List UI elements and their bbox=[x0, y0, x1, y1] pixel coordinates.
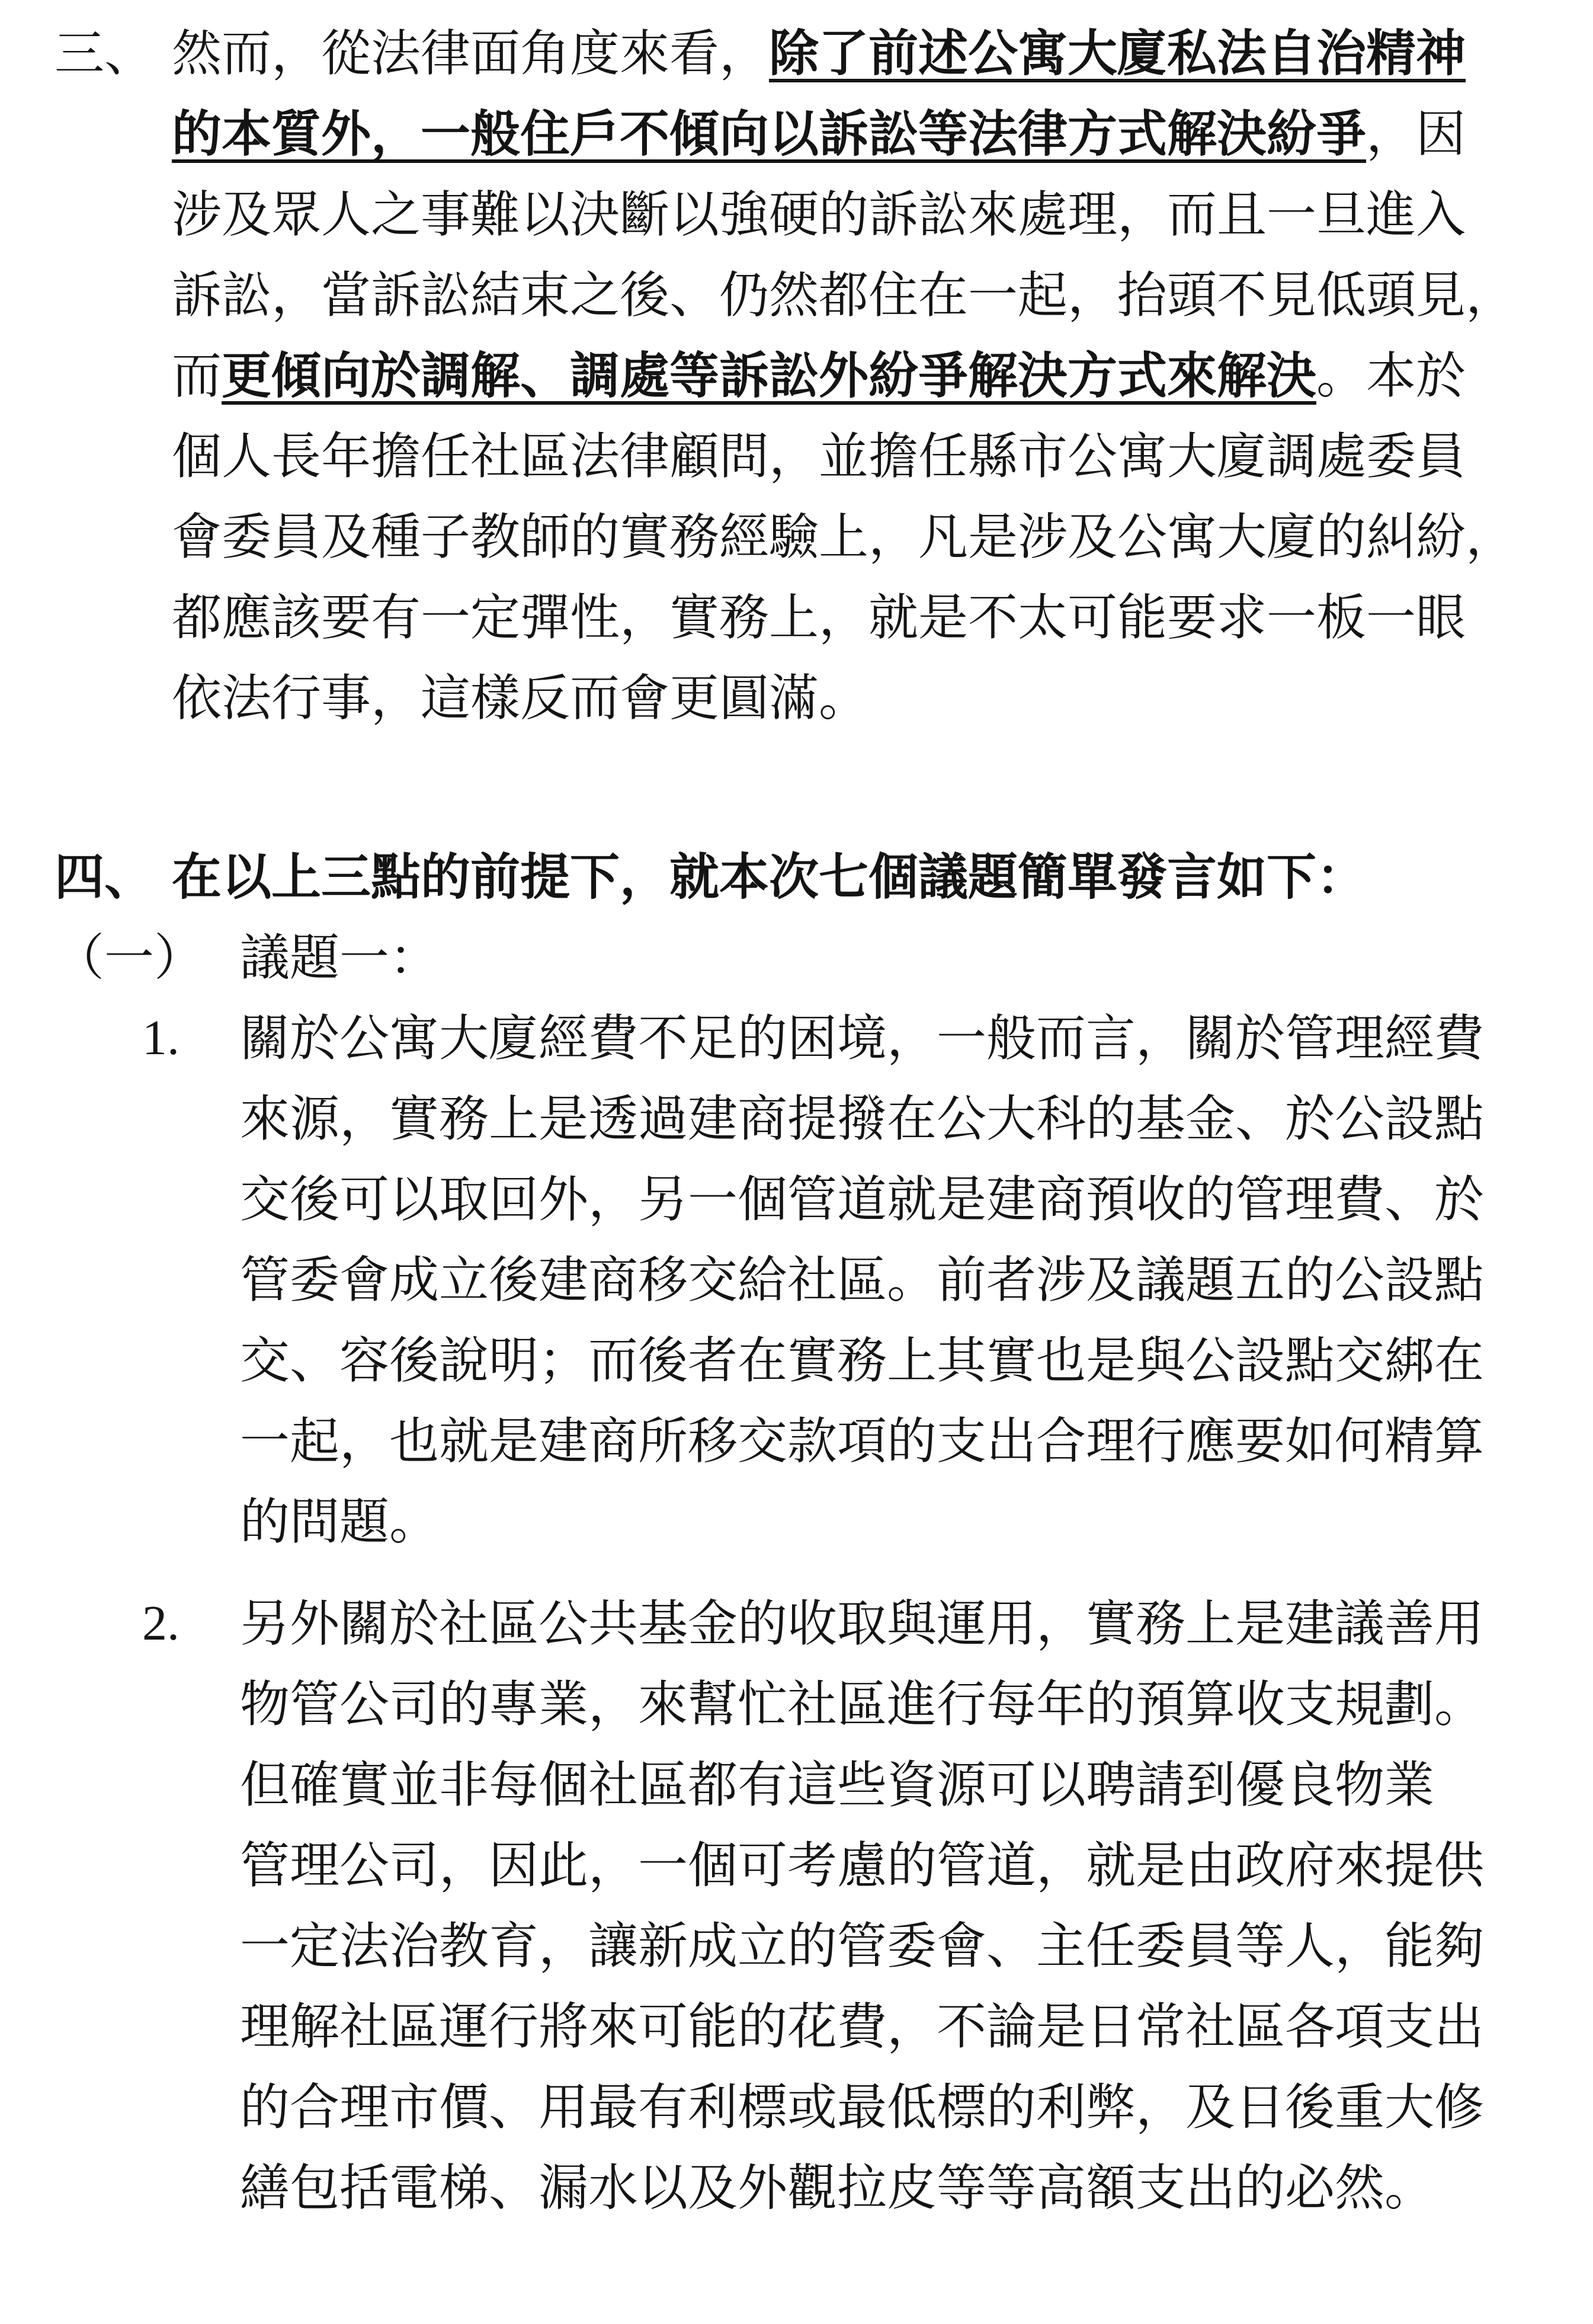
item-2-line: 但確實並非每個社區都有這些資源可以聘請到優良物業 bbox=[240, 1756, 1435, 1814]
section-3-line-3: 涉及眾人之事難以決斷以強硬的訴訟來處理，而且一旦進入 bbox=[172, 185, 1466, 244]
item-2-line: 一定法治教育，讓新成立的管委會、主任委員等人，能夠 bbox=[240, 1917, 1485, 1975]
section-3-line-4: 訴訟，當訴訟結束之後、仍然都住在一起，抬頭不見低頭見， bbox=[172, 266, 1516, 324]
section-3-line-6: 個人長年擔任社區法律顧問，並擔任縣市公寓大廈調處委員 bbox=[172, 427, 1466, 485]
item-1-line: 的問題。 bbox=[240, 1493, 440, 1551]
item-1-line: 來源，實務上是透過建商提撥在公大科的基金、於公設點 bbox=[240, 1090, 1485, 1148]
section-4-heading: 在以上三點的前提下，就本次七個議題簡單發言如下： bbox=[172, 847, 1367, 906]
item-2-line: 的合理市價、用最有利標或最低標的利弊，及日後重大修 bbox=[240, 2078, 1485, 2136]
emphasis-text: 的本質外，一般住戶不傾向以訴訟等法律方式解決紛爭 bbox=[172, 104, 1367, 163]
item-2-number: 2. bbox=[142, 1596, 180, 1651]
section-3-line-9: 依法行事，這樣反而會更圓滿。 bbox=[172, 669, 869, 727]
item-2-line: 理解社區運行將來可能的花費，不論是日常社區各項支出 bbox=[240, 1998, 1485, 2056]
section-3-line-7: 會委員及種子教師的實務經驗上，凡是涉及公寓大廈的糾紛， bbox=[172, 508, 1516, 566]
item-1-line: 一起，也就是建商所移交款項的支出合理行應要如何精算 bbox=[240, 1412, 1485, 1470]
item-2-line: 繕包括電梯、漏水以及外觀拉皮等等高額支出的必然。 bbox=[240, 2159, 1435, 2217]
section-3-line-5: 而更傾向於調解、調處等訴訟外紛爭解決方式來解決。本於 bbox=[172, 346, 1466, 405]
item-1-number: 1. bbox=[142, 1010, 180, 1065]
section-3-line-2: 的本質外，一般住戶不傾向以訴訟等法律方式解決紛爭，因 bbox=[172, 104, 1466, 163]
item-2-line: 另外關於社區公共基金的收取與運用，實務上是建議善用 bbox=[240, 1595, 1485, 1653]
item-1-line: 管委會成立後建商移交給社區。前者涉及議題五的公設點 bbox=[240, 1251, 1485, 1309]
item-1-line: 交、容後說明；而後者在實務上其實也是與公設點交綁在 bbox=[240, 1331, 1485, 1390]
item-2-line: 管理公司，因此，一個可考慮的管道，就是由政府來提供 bbox=[240, 1836, 1485, 1894]
subsection-1-label: （一） bbox=[55, 929, 204, 987]
section-3-line-1: 然而，從法律面角度來看，除了前述公寓大廈私法自治精神 bbox=[172, 24, 1466, 82]
item-2-line: 物管公司的專業，來幫忙社區進行每年的預算收支規劃。 bbox=[240, 1675, 1485, 1733]
subsection-1-title: 議題一： bbox=[240, 929, 440, 987]
emphasis-text: 除了前述公寓大廈私法自治精神 bbox=[769, 24, 1466, 82]
emphasis-text: 更傾向於調解、調處等訴訟外紛爭解決方式來解決 bbox=[222, 346, 1317, 405]
item-1-line: 交後可以取回外，另一個管道就是建商預收的管理費、於 bbox=[240, 1170, 1485, 1228]
item-1-line: 關於公寓大廈經費不足的困境，一般而言，關於管理經費 bbox=[240, 1009, 1485, 1067]
section-3-label: 三、 bbox=[55, 24, 155, 82]
section-3-line-8: 都應該要有一定彈性，實務上，就是不太可能要求一板一眼 bbox=[172, 588, 1466, 646]
section-4-label: 四、 bbox=[55, 847, 155, 906]
